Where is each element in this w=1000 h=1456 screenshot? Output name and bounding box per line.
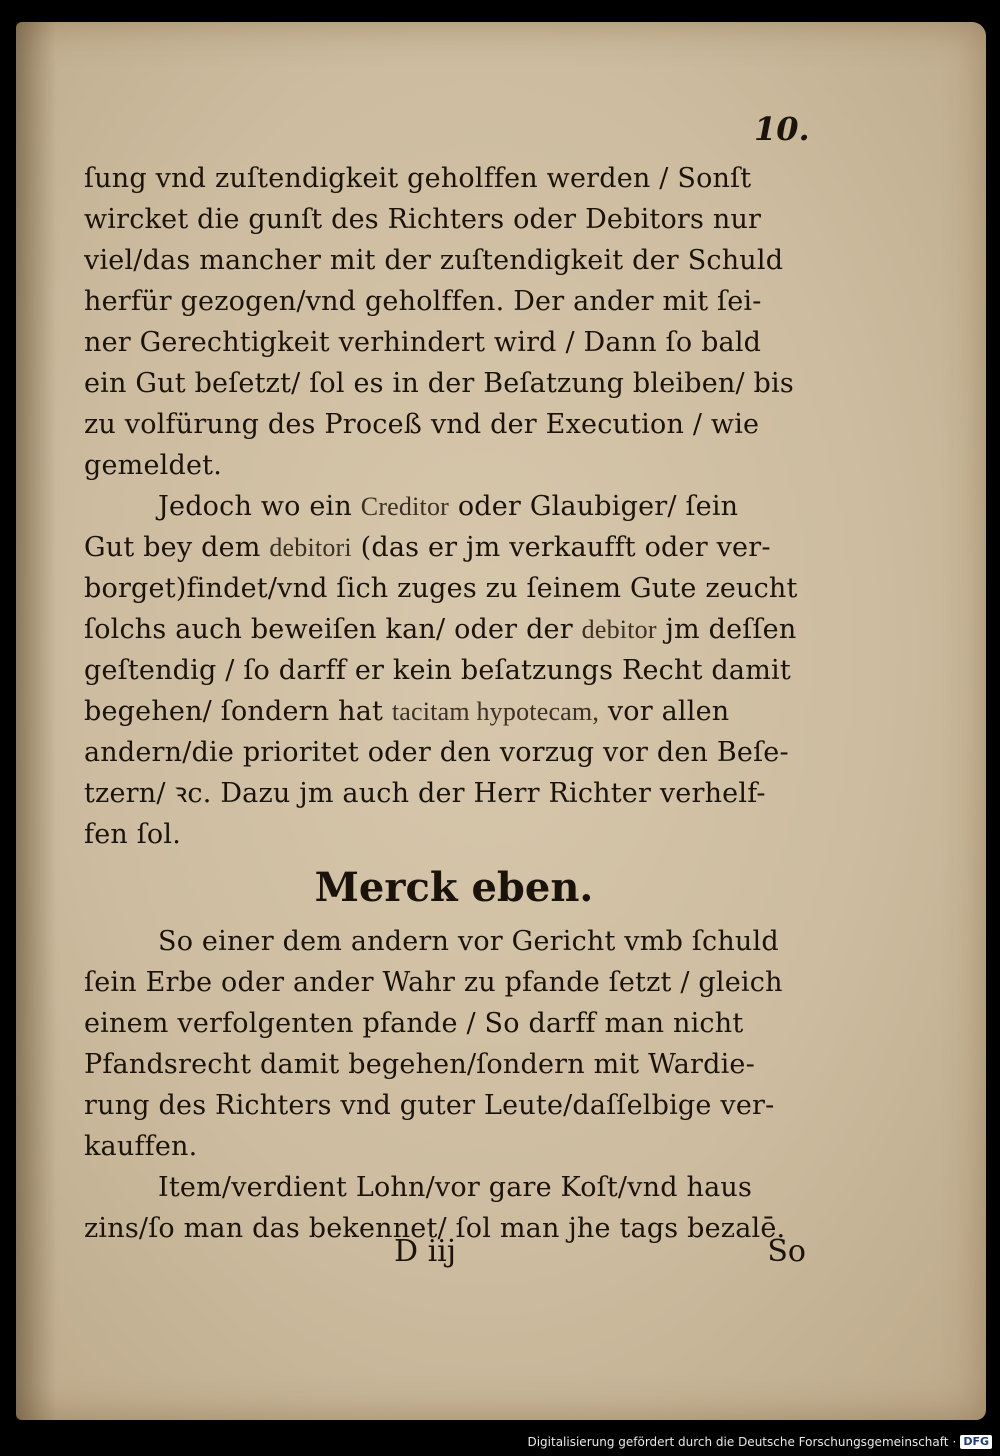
latin-term: tacitam hypotecam, [391, 697, 600, 726]
text-span: ſolchs auch beweiſen kan/ oder der [84, 614, 582, 645]
text-line: ſung vnd zuſtendigkeit geholffen werden / Sonſt [84, 163, 752, 194]
text-line: gemeldet. [84, 450, 222, 481]
dfg-logo-icon: DFG [960, 1435, 992, 1449]
page-footer [84, 1234, 806, 1278]
text-line: So einer dem andern vor Gericht vmb ſchuld [158, 926, 779, 957]
text-line: Pfandsrecht damit begehen/ſondern mit Wardie- [84, 1049, 755, 1080]
text-line [84, 486, 804, 527]
text-span: begehen/ ſondern hat [84, 696, 392, 727]
text-line: zu volfürung des Proceß vnd der Execution / wie [84, 409, 760, 440]
text-line: kauffen. [84, 1131, 198, 1162]
text-line: viel/das mancher mit der zuſtendigkeit der Schuld [84, 245, 784, 276]
credit-separator: · [952, 1435, 957, 1449]
text-span: Gut bey dem [84, 532, 270, 563]
text-line: einem verfolgenten pfande / So darff man nicht [84, 1008, 744, 1039]
text-line: rung des Richters vnd guter Leute/daſſelbige ver- [84, 1090, 775, 1121]
latin-term: debitor [581, 615, 657, 644]
text-span: oder Glaubiger/ ſein [449, 491, 739, 522]
text-line: ein Gut beſetzt/ ſol es in der Beſatzung bleiben/ bis [84, 368, 794, 399]
text-line: Item/verdient Lohn/vor gare Koſt/vnd haus [158, 1172, 753, 1203]
text-span: Jedoch wo ein [158, 491, 361, 522]
book-page [16, 22, 986, 1420]
text-line: borget)findet/vnd ſich zuges zu ſeinem Gute zeucht [84, 573, 798, 604]
text-span: jm deſſen [656, 614, 797, 645]
text-line: geſtendig / ſo darff er kein beſatzungs Recht damit [84, 655, 791, 686]
credit-text: Digitalisierung gefördert durch die Deutsche Forschungsgemeinschaft [527, 1435, 949, 1449]
text-line: wircket die gunſt des Richters oder Debitors nur [84, 204, 762, 235]
text-line [84, 691, 804, 732]
latin-term: debitori [269, 533, 352, 562]
text-line: zins/ſo man das bekennet/ ſol man jhe tags bezalē. [84, 1213, 786, 1244]
text-line: ſein Erbe oder ander Wahr zu pfande ſetzt / gleich [84, 967, 783, 998]
text-line [84, 527, 804, 568]
text-span: (das er jm verkaufft oder ver- [351, 532, 771, 563]
catchword: So [767, 1234, 806, 1269]
text-line: tzern/ ꝛc. Dazu jm auch der Herr Richter verhelf- [84, 778, 766, 809]
folio-number: 10. [754, 110, 810, 148]
latin-term: Creditor [360, 492, 450, 521]
text-line: andern/die prioritet oder den vorzug vor den Beſe- [84, 737, 789, 768]
text-span: vor allen [599, 696, 730, 727]
text-line: ner Gerechtigkeit verhindert wird / Dann ſo bald [84, 327, 762, 358]
text-line: fen ſol. [84, 819, 182, 850]
section-heading: Merck eben. [314, 864, 594, 911]
signature-mark: D iij [394, 1234, 457, 1269]
text-line [84, 609, 804, 650]
text-block [84, 158, 804, 1249]
text-line: herfür gezogen/vnd geholffen. Der ander mit ſei- [84, 286, 762, 317]
digitization-credit [527, 1430, 992, 1454]
